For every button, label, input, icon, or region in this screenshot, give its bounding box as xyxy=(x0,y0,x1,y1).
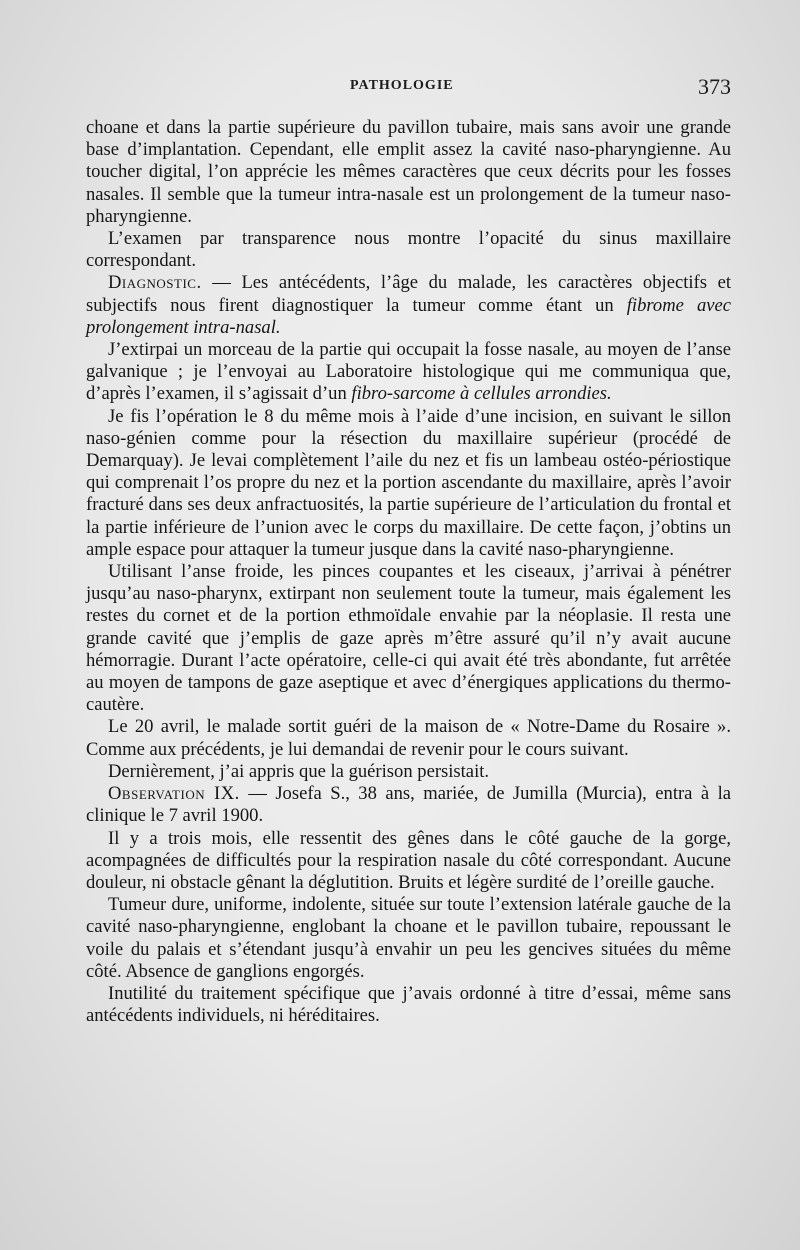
paragraph: Tumeur dure, uniforme, indolente, située sur toute l’extension latérale gauche de la cavité naso-pharyngienne, englobant la choane et le pavillon tubaire, repoussant le voile du palais et s’étendant jusqu’à envahir un peu les gencives situées du même côté. Absence de ganglions engorgés. xyxy=(86,894,731,982)
paragraph-text: J’extirpai un morceau de la partie qui occupait la fosse nasale, au moyen de l’anse galvanique ; je l’envoyai au Laboratoire histologique qui me communiqua que, d’après l’examen, il s’agissait d’un xyxy=(86,339,731,405)
section-lead: Diagnostic. xyxy=(108,272,202,294)
body-text xyxy=(86,117,731,1027)
paragraph-text: — Les antécédents, l’âge du malade, les caractères objectifs et subjectifs nous firent diagnostiquer la tumeur comme étant un xyxy=(86,272,731,316)
paragraph: Je fis l’opération le 8 du même mois à l’aide d’une incision, en suivant le sillon naso-génien comme pour la résection du maxillaire supérieur (procédé de Demarquay). Je levai complètement l’aile du nez et fis un lambeau ostéo-périostique qui comprenait l’os propre du nez et la portion ascendante du maxillaire, après l’avoir fracturé dans ses deux anfractuosités, la partie supérieure de l’articulation du frontal et la partie inférieure de l’union avec le corps du maxillaire. De cette façon, j’obtins un ample espace pour attaquer la tumeur jusque dans la cavité naso-pharyngienne. xyxy=(86,405,731,560)
paragraph: Le 20 avril, le malade sortit guéri de la maison de « Notre-Dame du Rosaire ». Comme aux précédents, je lui demandai de revenir pour le cours suivant. xyxy=(86,716,731,760)
page-header xyxy=(86,74,731,104)
paragraph: Dernièrement, j’ai appris que la guérison persistait. xyxy=(108,760,490,782)
paragraph-diagnostic xyxy=(86,272,731,339)
page-number: 373 xyxy=(698,74,731,99)
paragraph: Il y a trois mois, elle ressentit des gênes dans le côté gauche de la gorge, acompagnées de difficultés pour la respiration nasale du côté correspondant. Aucune douleur, ni obstacle gênant la déglutition. Bruits et légère surdité de l’oreille gauche. xyxy=(86,827,731,893)
diagnosis-italic: fibrome avec prolongement intra-nasal. xyxy=(86,294,731,338)
histology-italic: fibro-sarcome à cellules arrondies. xyxy=(351,383,612,405)
section-lead: Observation IX. xyxy=(108,783,240,805)
paragraph: Inutilité du traitement spécifique que j’avais ordonné à titre d’essai, même sans antécédents individuels, ni héréditaires. xyxy=(86,982,731,1027)
paragraph: L’examen par transparence nous montre l’opacité du sinus maxillaire correspondant. xyxy=(86,228,731,272)
paragraph-observation xyxy=(86,783,731,827)
paragraph-text: — Josefa S., 38 ans, mariée, de Jumilla (Murcia), entra à la clinique le 7 avril 1900. xyxy=(86,783,731,827)
running-head: PATHOLOGIE xyxy=(350,78,454,93)
paragraph xyxy=(86,339,731,406)
paragraph: choane et dans la partie supérieure du pavillon tubaire, mais sans avoir une grande base d’implantation. Cependant, elle emplit assez la cavité naso-pharyngienne. Au toucher digital, l’on apprécie les mêmes caractères que ceux décrits pour les fosses nasales. Il semble que la tumeur intra-nasale est un prolongement de la tumeur naso-pharyngienne. xyxy=(86,117,731,227)
paragraph: Utilisant l’anse froide, les pinces coupantes et les ciseaux, j’arrivai à pénétrer jusqu’au naso-pharynx, extirpant non seulement toute la tumeur, mais également les restes du cornet et de la portion ethmoïdale envahie par la néoplasie. Il resta une grande cavité que j’emplis de gaze après m’être assuré qu’il n’y avait aucune hémorragie. Durant l’acte opératoire, celle-ci qui avait été très abondante, fut arrêtée au moyen de tampons de gaze aseptique et avec d’énergiques applications du thermo-cautère. xyxy=(86,561,731,716)
